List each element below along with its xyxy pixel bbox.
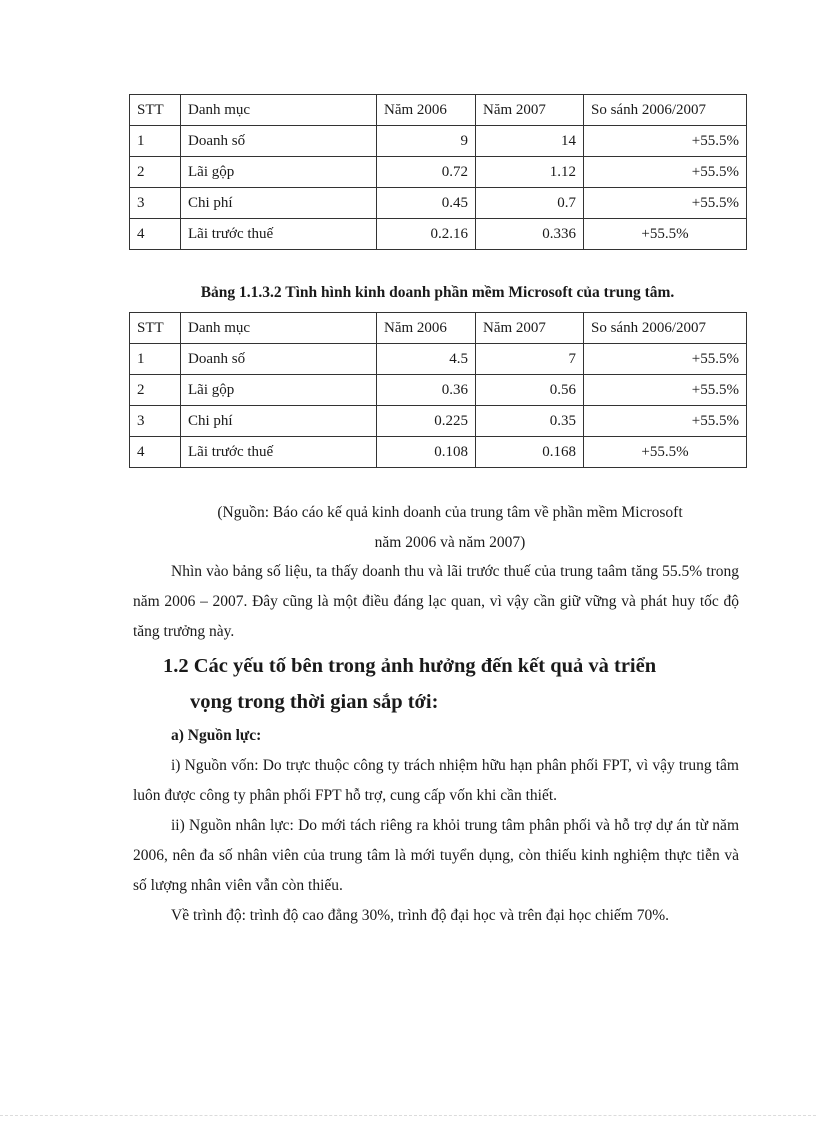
table-cell: Lãi trước thuế bbox=[181, 437, 377, 468]
header-cell: STT bbox=[130, 95, 181, 126]
header-cell: Danh mục bbox=[181, 313, 377, 344]
table-cell: Chi phí bbox=[181, 188, 377, 219]
table-cell: 1 bbox=[130, 344, 181, 375]
table-cell: 3 bbox=[130, 188, 181, 219]
table-microsoft-business bbox=[129, 312, 747, 468]
table-cell: 0.45 bbox=[377, 188, 476, 219]
table-cell: 0.35 bbox=[476, 406, 584, 437]
header-cell: STT bbox=[130, 313, 181, 344]
table-cell: +55.5% bbox=[584, 126, 747, 157]
table-cell: 0.2.16 bbox=[377, 219, 476, 250]
table-cell: 1 bbox=[130, 126, 181, 157]
heading-line: 1.2 Các yếu tố bên trong ảnh hưởng đến kết quả và triển bbox=[163, 655, 657, 677]
paragraph: i) Nguồn vốn: Do trực thuộc công ty trách nhiệm hữu hạn phân phối FPT, vì vậy trung tâm luôn được công ty phân phối FPT hỗ trợ, cung cấp vốn khi cần thiết. bbox=[133, 757, 739, 804]
table-cell: 4 bbox=[130, 219, 181, 250]
header-cell: Năm 2006 bbox=[377, 313, 476, 344]
table-cell: 0.72 bbox=[377, 157, 476, 188]
table-cell: 2 bbox=[130, 157, 181, 188]
table-cell: 4.5 bbox=[377, 344, 476, 375]
table-header-row bbox=[130, 95, 747, 126]
table-cell: +55.5% bbox=[584, 437, 747, 468]
table-cell: +55.5% bbox=[584, 406, 747, 437]
table-header-row bbox=[130, 313, 747, 344]
table-cell: +55.5% bbox=[584, 188, 747, 219]
heading-line: vọng trong thời gian sắp tới: bbox=[190, 691, 439, 713]
table-row bbox=[130, 406, 747, 437]
paragraph: Nhìn vào bảng số liệu, ta thấy doanh thu và lãi trước thuế của trung taâm tăng 55.5% trong năm 2006 – 2007. Đây cũng là một điều đáng lạc quan, vì vậy cần giữ vững và phát huy tốc độ tăng trưởng này. bbox=[133, 563, 739, 640]
table-cell: 0.108 bbox=[377, 437, 476, 468]
table-row bbox=[130, 219, 747, 250]
table-caption: Bảng 1.1.3.2 Tình hình kinh doanh phần mềm Microsoft của trung tâm. bbox=[200, 284, 675, 301]
section-heading bbox=[163, 648, 741, 720]
table-cell: +55.5% bbox=[584, 375, 747, 406]
header-cell: So sánh 2006/2007 bbox=[584, 95, 747, 126]
table-software-business-1 bbox=[129, 94, 747, 250]
header-cell: Năm 2007 bbox=[476, 95, 584, 126]
table-cell: Lãi gộp bbox=[181, 157, 377, 188]
table-cell: 3 bbox=[130, 406, 181, 437]
table-row bbox=[130, 437, 747, 468]
paragraph: ii) Nguồn nhân lực: Do mới tách riêng ra khỏi trung tâm phân phối và hỗ trợ dự án từ năm 2006, nên đa số nhân viên của trung tâm là mới tuyển dụng, còn thiếu kinh nghiệm thực tiễn và số lượng nhân viên vẫn còn thiếu. bbox=[133, 817, 739, 894]
table-cell: Lãi gộp bbox=[181, 375, 377, 406]
table-cell: +55.5% bbox=[584, 344, 747, 375]
table-cell: Lãi trước thuế bbox=[181, 219, 377, 250]
table-cell: +55.5% bbox=[584, 157, 747, 188]
table-cell: 1.12 bbox=[476, 157, 584, 188]
table-row bbox=[130, 126, 747, 157]
table-row bbox=[130, 375, 747, 406]
table-cell: 0.225 bbox=[377, 406, 476, 437]
table-cell: Chi phí bbox=[181, 406, 377, 437]
table-cell: 0.36 bbox=[377, 375, 476, 406]
table-cell: 9 bbox=[377, 126, 476, 157]
table-cell: Doanh số bbox=[181, 344, 377, 375]
header-cell: So sánh 2006/2007 bbox=[584, 313, 747, 344]
header-cell: Năm 2007 bbox=[476, 313, 584, 344]
table-cell: 0.56 bbox=[476, 375, 584, 406]
header-cell: Danh mục bbox=[181, 95, 377, 126]
subheading: a) Nguồn lực: bbox=[171, 727, 262, 744]
table-row bbox=[130, 344, 747, 375]
table-cell: 4 bbox=[130, 437, 181, 468]
source-line: năm 2006 và năm 2007) bbox=[374, 534, 526, 551]
table-cell: 0.168 bbox=[476, 437, 584, 468]
source-note bbox=[150, 498, 750, 558]
paragraph: Về trình độ: trình độ cao đẳng 30%, trình độ đại học và trên đại học chiếm 70%. bbox=[171, 907, 670, 924]
table-cell: 0.336 bbox=[476, 219, 584, 250]
table-cell: 7 bbox=[476, 344, 584, 375]
table-cell: 14 bbox=[476, 126, 584, 157]
header-cell: Năm 2006 bbox=[377, 95, 476, 126]
page-bottom-divider bbox=[0, 1115, 816, 1116]
table-cell: 2 bbox=[130, 375, 181, 406]
table-row bbox=[130, 188, 747, 219]
table-cell: +55.5% bbox=[584, 219, 747, 250]
table-cell: 0.7 bbox=[476, 188, 584, 219]
table-row bbox=[130, 157, 747, 188]
table-cell: Doanh số bbox=[181, 126, 377, 157]
source-line: (Nguồn: Báo cáo kế quả kinh doanh của trung tâm về phần mềm Microsoft bbox=[217, 504, 683, 521]
